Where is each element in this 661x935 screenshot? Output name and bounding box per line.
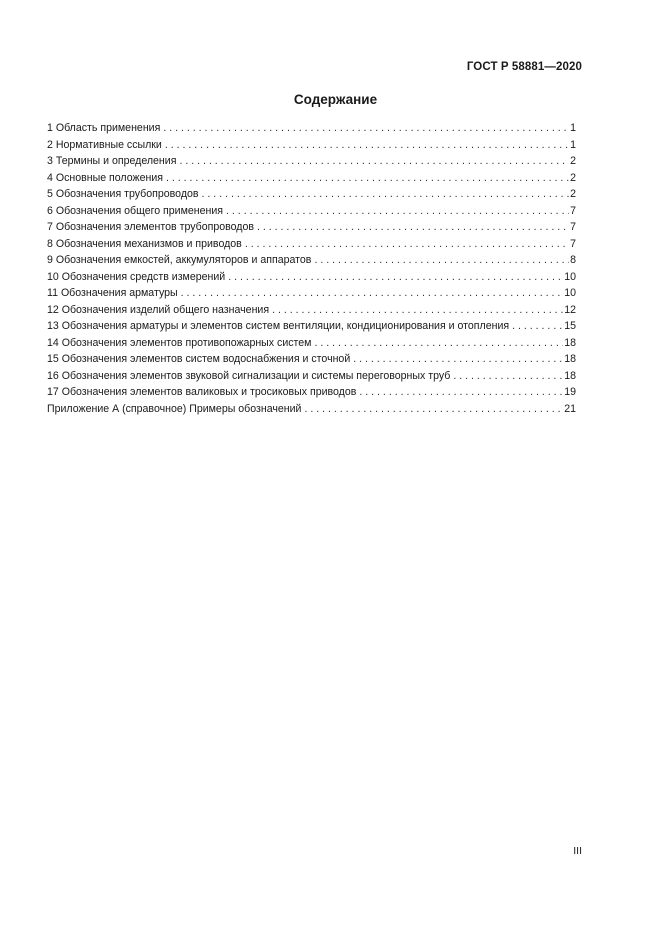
toc-entry-title: 11 Обозначения арматуры xyxy=(47,287,178,299)
toc-entry-title: 10 Обозначения средств измерений xyxy=(47,270,226,283)
toc-entry[interactable] xyxy=(47,252,576,269)
dot-leader xyxy=(304,401,563,418)
toc-entry[interactable] xyxy=(47,318,576,335)
toc-entry-title: 14 Обозначения элементов противопожарных систем xyxy=(47,336,312,349)
toc-entry-page: 12 xyxy=(564,303,576,316)
toc-entry-page: 18 xyxy=(564,353,576,365)
toc-entry-page: 18 xyxy=(564,336,576,349)
toc-entry-title: Приложение А (справочное) Примеры обозначений xyxy=(47,402,302,415)
dot-leader xyxy=(245,236,569,253)
dot-leader xyxy=(179,153,569,170)
toc-entry-title: 13 Обозначения арматуры и элементов систем вентиляции, кондиционирования и отопления xyxy=(47,320,510,332)
toc-entry[interactable] xyxy=(47,285,576,302)
toc-entry-title: 9 Обозначения емкостей, аккумуляторов и аппаратов xyxy=(47,254,312,266)
toc-entry-page: 7 xyxy=(570,237,576,250)
dot-leader xyxy=(359,384,563,401)
dot-leader xyxy=(272,302,563,319)
toc-entry-title: 8 Обозначения механизмов и приводов xyxy=(47,237,242,250)
toc-entry-title: 4 Основные положения xyxy=(47,171,163,184)
toc-entry-title: 2 Нормативные ссылки xyxy=(47,138,162,151)
dot-leader xyxy=(314,252,569,269)
dot-leader xyxy=(166,170,569,187)
toc-entry[interactable] xyxy=(47,302,576,319)
toc-entry-page: 15 xyxy=(564,320,576,332)
toc-entry-title: 3 Термины и определения xyxy=(47,155,177,167)
toc-entry[interactable] xyxy=(47,153,576,170)
toc-entry[interactable] xyxy=(47,186,576,203)
dot-leader xyxy=(202,186,570,203)
toc-entry[interactable] xyxy=(47,351,576,368)
dot-leader xyxy=(228,269,563,286)
toc-entry[interactable] xyxy=(47,137,576,154)
toc-entry[interactable] xyxy=(47,219,576,236)
toc-entry-page: 18 xyxy=(564,369,576,382)
toc-entry-title: 6 Обозначения общего применения xyxy=(47,204,224,217)
toc-entry-title: 16 Обозначения элементов звуковой сигнализации и системы переговорных труб xyxy=(47,369,451,382)
toc-entry-page: 1 xyxy=(570,122,576,134)
toc-entry-page: 1 xyxy=(570,138,576,151)
toc-entry-page: 2 xyxy=(570,188,576,200)
toc-entry[interactable] xyxy=(47,170,576,187)
toc-entry-title: 7 Обозначения элементов трубопроводов xyxy=(47,221,254,233)
toc-entry[interactable] xyxy=(47,384,576,401)
toc-entry-page: 21 xyxy=(564,402,576,415)
toc-entry-title: 17 Обозначения элементов валиковых и тросиковых приводов xyxy=(47,386,357,398)
toc-entry-title: 12 Обозначения изделий общего назначения xyxy=(47,303,270,316)
table-of-contents xyxy=(47,120,576,417)
dot-leader xyxy=(163,120,569,137)
toc-entry-page: 8 xyxy=(570,254,576,266)
toc-entry[interactable] xyxy=(47,368,576,385)
page-number: III xyxy=(573,845,582,857)
dot-leader xyxy=(226,203,569,220)
dot-leader xyxy=(181,285,564,302)
toc-entry-page: 7 xyxy=(570,221,576,233)
toc-entry[interactable] xyxy=(47,335,576,352)
toc-entry-title: 1 Область применения xyxy=(47,122,161,134)
dot-leader xyxy=(314,335,563,352)
toc-heading: Содержание xyxy=(293,92,378,107)
toc-entry-page: 2 xyxy=(570,171,576,184)
toc-entry[interactable] xyxy=(47,269,576,286)
toc-entry-page: 19 xyxy=(564,386,576,398)
toc-entry[interactable] xyxy=(47,401,576,418)
toc-entry[interactable] xyxy=(47,120,576,137)
toc-entry-page: 10 xyxy=(564,287,576,299)
toc-entry-page: 7 xyxy=(570,204,576,217)
toc-entry[interactable] xyxy=(47,203,576,220)
dot-leader xyxy=(353,351,563,368)
toc-entry-page: 2 xyxy=(570,155,576,167)
toc-entry[interactable] xyxy=(47,236,576,253)
toc-entry-page: 10 xyxy=(564,270,576,283)
dot-leader xyxy=(512,318,563,335)
dot-leader xyxy=(165,137,569,154)
dot-leader xyxy=(257,219,569,236)
document-code: ГОСТ Р 58881—2020 xyxy=(466,61,582,73)
toc-entry-title: 5 Обозначения трубопроводов xyxy=(47,188,199,200)
toc-entry-title: 15 Обозначения элементов систем водоснабжения и сточной xyxy=(47,353,351,365)
dot-leader xyxy=(453,368,563,385)
